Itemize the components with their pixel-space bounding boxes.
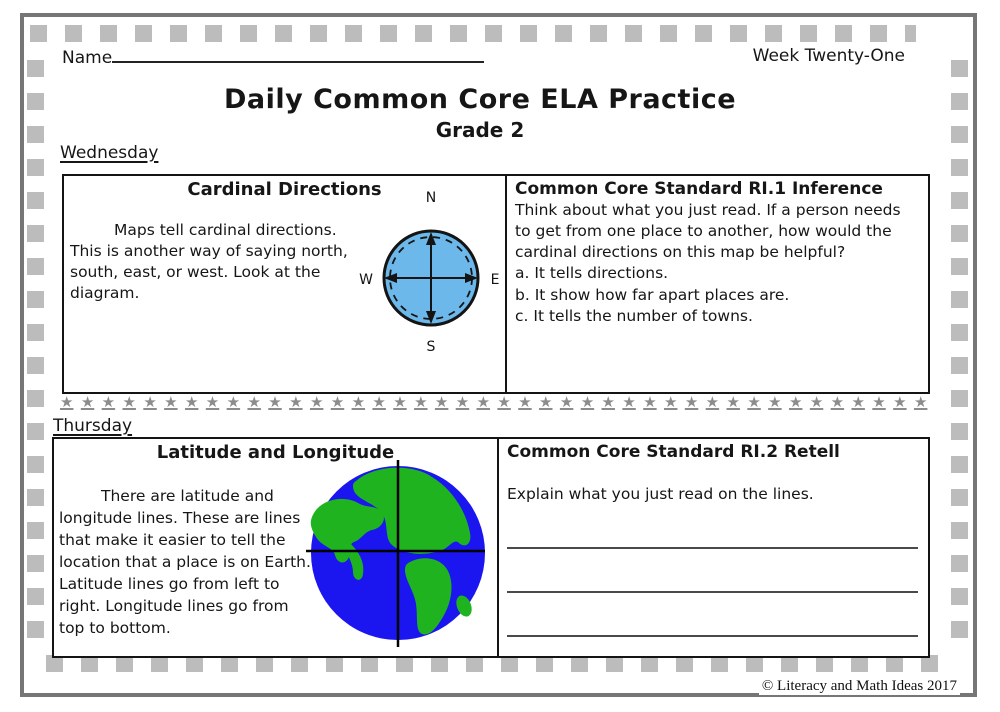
star-icon: ★ <box>518 393 532 411</box>
star-icon: ★ <box>705 393 720 411</box>
star-icon: ★ <box>434 393 449 411</box>
star-icon: ★ <box>913 393 928 411</box>
earth-diagram <box>304 455 494 655</box>
star-icon: ★ <box>809 393 824 411</box>
answer-write-line[interactable] <box>507 593 918 637</box>
copyright-text: © Literacy and Math Ideas 2017 <box>759 678 960 695</box>
star-icon: ★ <box>268 393 282 411</box>
star-icon: ★ <box>851 393 865 411</box>
star-icon: ★ <box>601 393 615 411</box>
page-title: Daily Common Core ELA Practice <box>223 84 737 115</box>
star-icon: ★ <box>726 393 740 411</box>
wednesday-table <box>62 174 930 394</box>
answer-write-line[interactable] <box>507 549 918 593</box>
star-icon: ★ <box>539 393 553 411</box>
star-icon: ★ <box>289 393 303 411</box>
star-icon: ★ <box>372 393 386 411</box>
star-icon: ★ <box>643 393 657 411</box>
answer-lines <box>507 505 918 637</box>
star-icon: ★ <box>205 393 220 411</box>
star-icon: ★ <box>476 393 491 411</box>
choice-b: b. It show how far apart places are. <box>515 285 790 304</box>
thursday-question-cell <box>499 439 928 656</box>
question-body: Think about what you just read. If a person needs to get from one place to another, how would the cardinal directions on this map be helpful? <box>515 201 901 261</box>
compass-west-label: W <box>359 272 373 288</box>
thursday-passage-cell <box>54 439 499 656</box>
star-icon: ★ <box>330 393 345 411</box>
day-heading-thursday: Thursday <box>53 416 133 436</box>
star-icon: ★ <box>309 393 324 411</box>
week-label: Week Twenty-One <box>752 46 905 66</box>
star-icon: ★ <box>247 393 261 411</box>
star-icon: ★ <box>226 393 241 411</box>
thursday-table <box>52 437 930 658</box>
star-icon: ★ <box>455 393 470 411</box>
compass-diagram <box>357 188 505 360</box>
answer-choices <box>515 263 920 328</box>
compass-east-label: E <box>490 272 500 288</box>
wednesday-question-cell <box>507 176 928 392</box>
star-icon: ★ <box>164 393 178 411</box>
standard-title: Common Core Standard RI.2 Retell <box>507 442 840 462</box>
passage-body: There are latitude and longitude lines. These are lines that make it easier to tell the location that a place is on Earth. Latitude lines go from left to right. Longitude lines go from top to bottom. <box>59 487 311 637</box>
star-icon: ★ <box>893 393 907 411</box>
standard-title: Common Core Standard RI.1 Inference <box>515 179 883 199</box>
answer-write-line[interactable] <box>507 505 918 549</box>
star-icon: ★ <box>393 393 407 411</box>
checker-border-right <box>951 60 968 652</box>
star-icon: ★ <box>80 393 95 411</box>
day-heading-wednesday: Wednesday <box>60 143 159 163</box>
star-icon: ★ <box>101 393 116 411</box>
star-divider <box>60 394 928 412</box>
choice-c: c. It tells the number of towns. <box>515 307 753 325</box>
star-icon: ★ <box>351 393 366 411</box>
compass-north-label: N <box>425 190 437 206</box>
star-icon: ★ <box>60 393 74 411</box>
checker-border-top <box>30 25 916 42</box>
passage-title: Cardinal Directions <box>187 179 382 200</box>
star-icon: ★ <box>768 393 782 411</box>
star-icon: ★ <box>184 393 199 411</box>
retell-prompt: Explain what you just read on the lines. <box>507 485 814 503</box>
star-icon: ★ <box>747 393 761 411</box>
star-icon: ★ <box>684 393 699 411</box>
star-icon: ★ <box>622 393 636 411</box>
star-icon: ★ <box>414 393 428 411</box>
compass-south-label: S <box>426 339 436 355</box>
passage-title: Latitude and Longitude <box>156 442 395 463</box>
name-row <box>62 46 484 68</box>
star-icon: ★ <box>122 393 136 411</box>
star-icon: ★ <box>872 393 886 411</box>
star-icon: ★ <box>580 393 595 411</box>
name-label: Name <box>62 48 113 68</box>
star-icon: ★ <box>788 393 803 411</box>
star-icon: ★ <box>143 393 157 411</box>
wednesday-passage-cell <box>64 176 507 392</box>
grade-subtitle: Grade 2 <box>435 118 525 142</box>
star-icon: ★ <box>664 393 678 411</box>
passage-body: Maps tell cardinal directions. This is another way of saying north, south, east, or west. Look at the diagram. <box>70 221 348 302</box>
star-icon: ★ <box>559 393 574 411</box>
star-icon: ★ <box>830 393 845 411</box>
name-blank-line[interactable] <box>112 46 484 63</box>
checker-border-left <box>27 60 44 652</box>
star-icon: ★ <box>497 393 511 411</box>
choice-a: a. It tells directions. <box>515 264 669 282</box>
